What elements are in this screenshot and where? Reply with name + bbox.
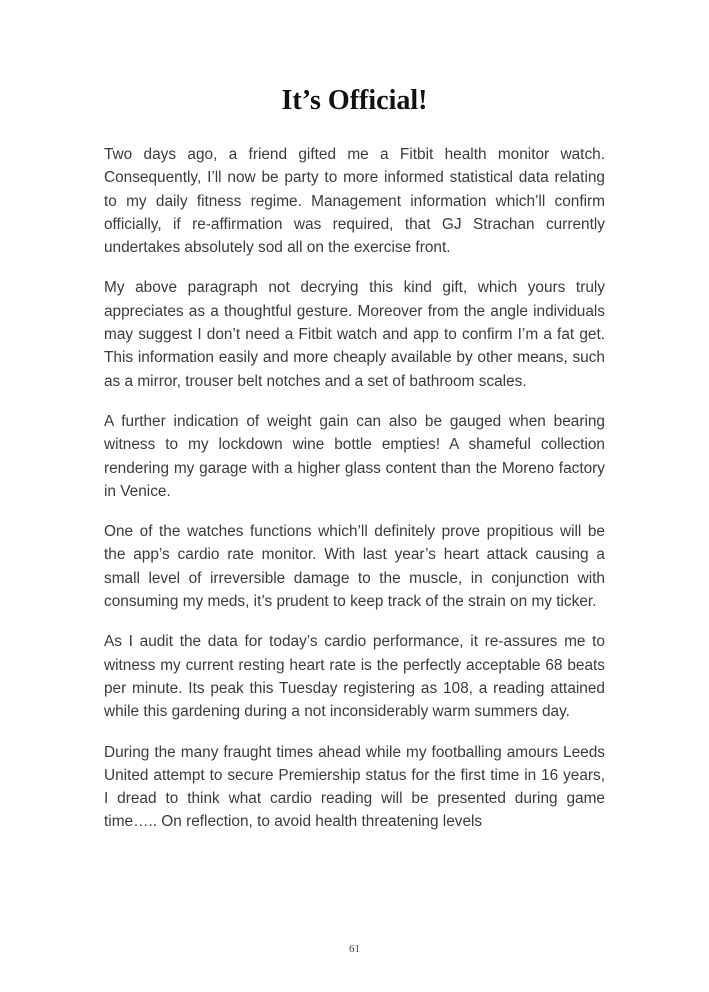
paragraph: As I audit the data for today’s cardio performance, it re-assures me to witness my current resting heart rate is the perfectly acceptable 68 beats per minute. Its peak this Tuesday registering as 108, a reading attained while this gardening during a not inconsiderably warm summers day. <box>104 633 605 721</box>
paragraph: Two days ago, a friend gifted me a Fitbit health monitor watch. Consequently, I’ll now be party to more informed statistical data relating to my daily fitness regime. Management information which’ll confirm officially, if re-affirmation was required, that GJ Strachan currently undertakes absolutely sod all on the exercise front. <box>104 146 605 257</box>
chapter-title: It’s Official! <box>281 85 428 116</box>
paragraph: One of the watches functions which’ll definitely prove propitious will be the app’s cardio rate monitor. With last year’s heart attack causing a small level of irreversible damage to the muscle, in conjunction with consuming my meds, it’s prudent to keep track of the strain on my ticker. <box>104 523 605 611</box>
body-text <box>104 143 605 834</box>
paragraph: During the many fraught times ahead while my footballing amours Leeds United attempt to secure Premiership status for the first time in 16 years, I dread to think what cardio reading will be presented during game time….. On reflection, to avoid health threatening levels <box>104 743 605 831</box>
paragraph: My above paragraph not decrying this kind gift, which yours truly appreciates as a thoughtful gesture. Moreover from the angle individuals may suggest I don’t need a Fitbit watch and app to confirm I’m a fat get. This information easily and more cheaply available by other means, such as a mirror, trouser belt notches and a set of bathroom scales. <box>104 279 605 390</box>
page-number: 61 <box>349 943 360 955</box>
paragraph: A further indication of weight gain can also be gauged when bearing witness to my lockdown wine bottle empties! A shameful collection rendering my garage with a higher glass content than the Moreno factory in Venice. <box>104 412 605 500</box>
